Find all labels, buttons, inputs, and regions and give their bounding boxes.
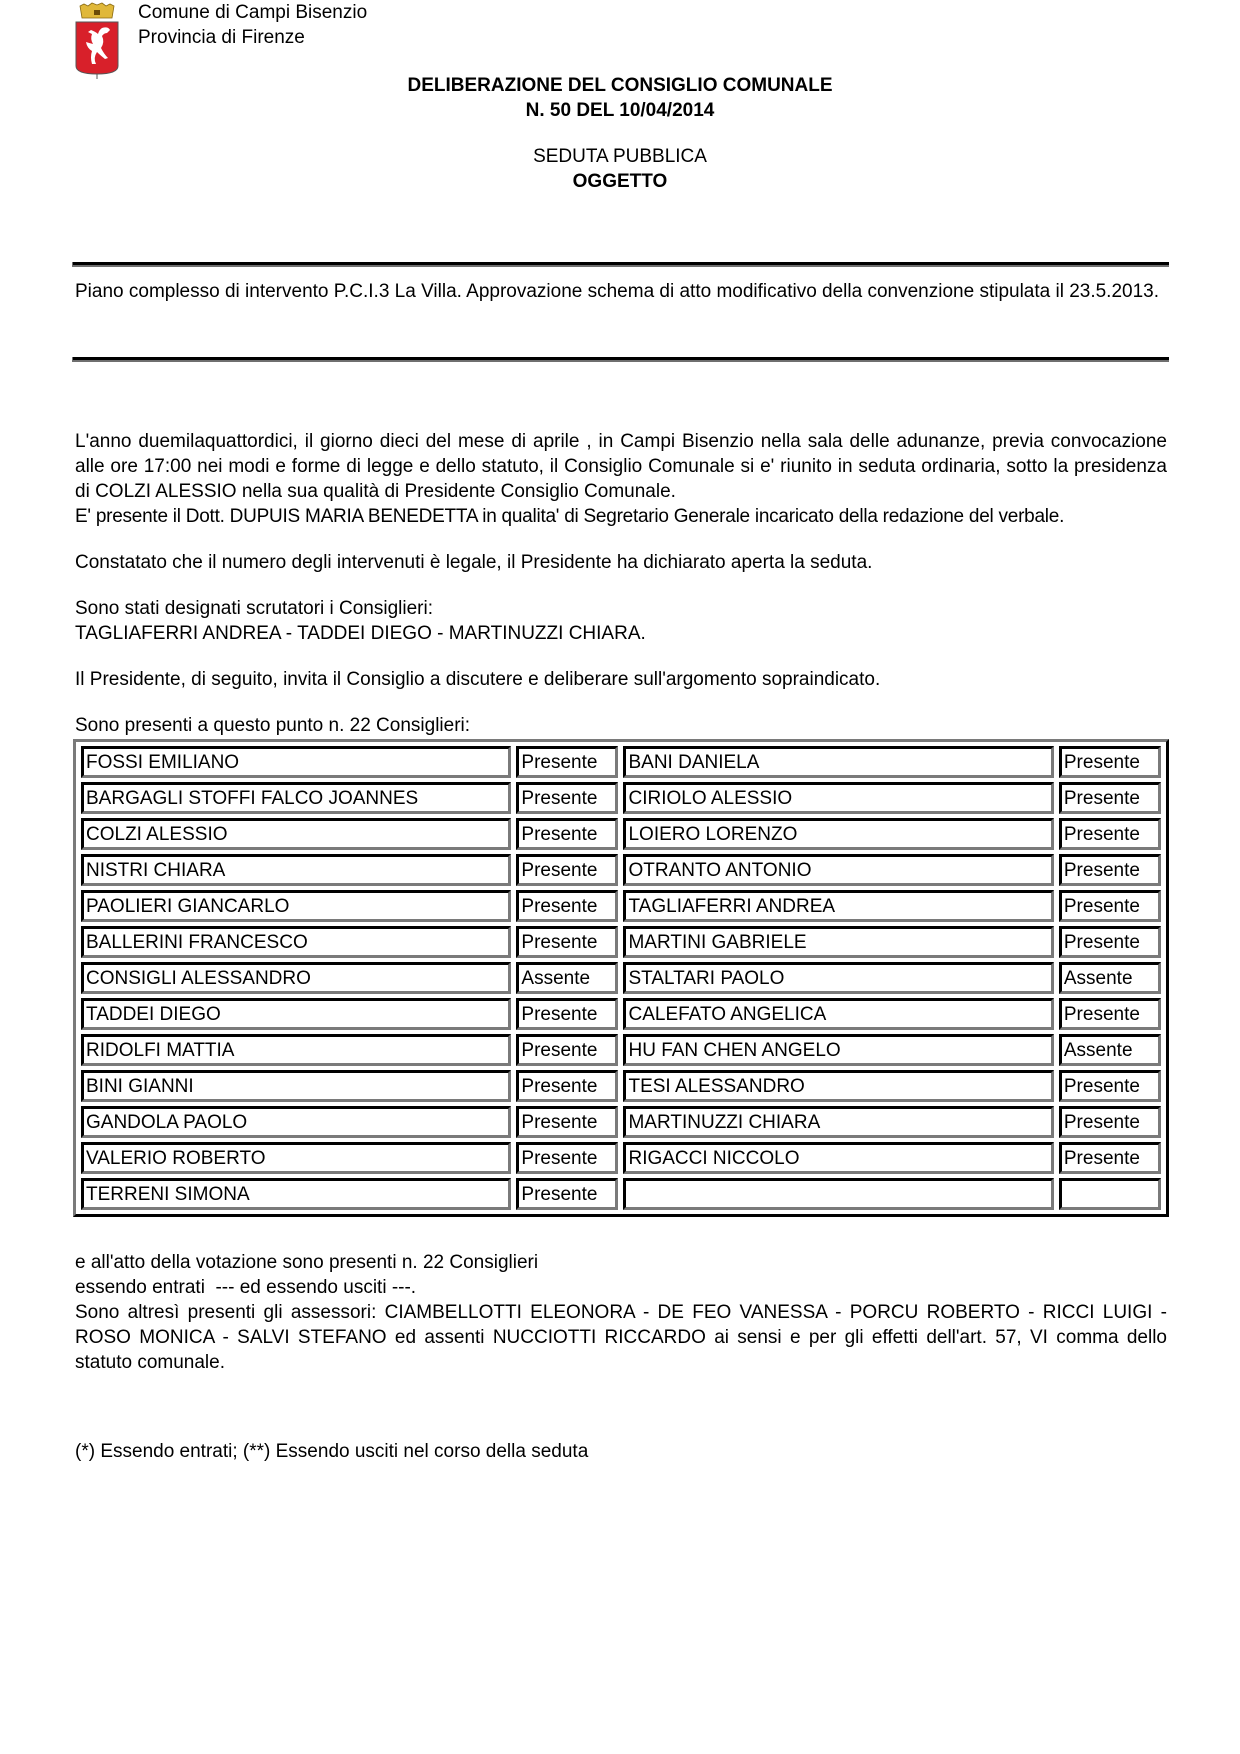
- attendance-status: Presente: [516, 782, 618, 814]
- scrutineers-label: Sono stati designati scrutatori i Consiglieri:: [75, 598, 434, 619]
- councillor-name: PAOLIERI GIANCARLO: [81, 890, 511, 922]
- vote-present-count: e all'atto della votazione sono presenti n. 22 Consiglieri: [75, 1252, 539, 1273]
- councillor-name: BALLERINI FRANCESCO: [81, 926, 511, 958]
- bottom-rule-divider: [72, 357, 1169, 362]
- councillor-name: TADDEI DIEGO: [81, 998, 511, 1030]
- attendance-status: Presente: [516, 1070, 618, 1102]
- deliberation-number: N. 50 DEL 10/04/2014: [525, 100, 715, 121]
- document-title: [0, 73, 1240, 123]
- entered-exited-note: essendo entrati --- ed essendo usciti ---.: [75, 1277, 417, 1298]
- table-row: [81, 746, 1161, 778]
- attendance-status: Assente: [1059, 1034, 1161, 1066]
- secretary-paragraph: E' presente il Dott. DUPUIS MARIA BENEDETTA in qualita' di Segretario Generale incaricato della redazione del verbale.: [75, 506, 1065, 527]
- table-row: [81, 1142, 1161, 1174]
- footnote: (*) Essendo entrati; (**) Essendo usciti nel corso della seduta: [75, 1441, 589, 1462]
- attendance-status: Assente: [516, 962, 618, 994]
- present-count-label: Sono presenti a questo punto n. 22 Consiglieri:: [75, 715, 471, 736]
- councillor-name: TERRENI SIMONA: [81, 1178, 511, 1210]
- attendance-status: Presente: [516, 926, 618, 958]
- attendance-status: Presente: [1059, 1070, 1161, 1102]
- councillor-name: BINI GIANNI: [81, 1070, 511, 1102]
- top-rule-divider: [72, 262, 1169, 267]
- councillor-name: OTRANTO ANTONIO: [623, 854, 1053, 886]
- councillor-name: BARGAGLI STOFFI FALCO JOANNES: [81, 782, 511, 814]
- councillor-name: BANI DANIELA: [623, 746, 1053, 778]
- attendance-status: Presente: [516, 998, 618, 1030]
- table-row: [81, 1106, 1161, 1138]
- attendance-status: Presente: [516, 890, 618, 922]
- table-row: [81, 818, 1161, 850]
- councillor-name: TAGLIAFERRI ANDREA: [623, 890, 1053, 922]
- table-row: [81, 854, 1161, 886]
- table-row: [81, 926, 1161, 958]
- councillor-name: MARTINI GABRIELE: [623, 926, 1053, 958]
- quorum-paragraph: Constatato che il numero degli intervenuti è legale, il Presidente ha dichiarato aperta la seduta.: [75, 552, 873, 573]
- attendance-status: Presente: [516, 1034, 618, 1066]
- attendance-status: Presente: [1059, 1142, 1161, 1174]
- table-row: [81, 1070, 1161, 1102]
- councillor-name: LOIERO LORENZO: [623, 818, 1053, 850]
- attendance-status: Presente: [1059, 854, 1161, 886]
- intro-paragraph: L'anno duemilaquattordici, il giorno dieci del mese di aprile , in Campi Bisenzio nella sala delle adunanze, previa convocazione alle ore 17:00 nei modi e forme di legge e dello statuto, il Consiglio Comunale si e' riunito in seduta ordinaria, sotto la presidenza di COLZI ALESSIO nella sua qualità di Presidente Consiglio Comunale.: [75, 431, 1167, 502]
- attendance-status: Assente: [1059, 962, 1161, 994]
- attendance-status: Presente: [516, 818, 618, 850]
- councillor-name: NISTRI CHIARA: [81, 854, 511, 886]
- attendance-status: Presente: [516, 1142, 618, 1174]
- invitation-paragraph: Il Presidente, di seguito, invita il Consiglio a discutere e deliberare sull'argomento sopraindicato.: [75, 669, 881, 690]
- attendance-status: Presente: [1059, 746, 1161, 778]
- councillor-name: CONSIGLI ALESSANDRO: [81, 962, 511, 994]
- councillor-name: TESI ALESSANDRO: [623, 1070, 1053, 1102]
- councillor-name: COLZI ALESSIO: [81, 818, 511, 850]
- table-row: [81, 1178, 1161, 1210]
- attendance-status: [1059, 1178, 1161, 1210]
- table-row: [81, 962, 1161, 994]
- councillor-name: FOSSI EMILIANO: [81, 746, 511, 778]
- councillor-name: GANDOLA PAOLO: [81, 1106, 511, 1138]
- attendance-status: Presente: [1059, 926, 1161, 958]
- table-row: [81, 998, 1161, 1030]
- attendance-status: Presente: [1059, 1106, 1161, 1138]
- councillor-name: [623, 1178, 1053, 1210]
- province-name: Provincia di Firenze: [138, 27, 305, 48]
- attendance-status: Presente: [1059, 998, 1161, 1030]
- subject-text: Piano complesso di intervento P.C.I.3 La Villa. Approvazione schema di atto modificativo della convenzione stipulata il 23.5.2013.: [75, 281, 1160, 302]
- attendance-status: Presente: [516, 746, 618, 778]
- session-block: [0, 144, 1240, 194]
- municipality-name: Comune di Campi Bisenzio: [138, 2, 368, 23]
- councillor-name: VALERIO ROBERTO: [81, 1142, 511, 1174]
- subject-label: OGGETTO: [572, 171, 668, 192]
- table-row: [81, 1034, 1161, 1066]
- attendance-table: [73, 739, 1169, 1217]
- table-row: [81, 782, 1161, 814]
- attendance-status: Presente: [1059, 818, 1161, 850]
- attendance-status: Presente: [516, 1178, 618, 1210]
- session-type: SEDUTA PUBBLICA: [533, 146, 707, 167]
- councillor-name: MARTINUZZI CHIARA: [623, 1106, 1053, 1138]
- councillor-name: HU FAN CHEN ANGELO: [623, 1034, 1053, 1066]
- councillor-name: CALEFATO ANGELICA: [623, 998, 1053, 1030]
- attendance-status: Presente: [516, 1106, 618, 1138]
- attendance-status: Presente: [516, 854, 618, 886]
- attendance-table-body: [81, 746, 1161, 1210]
- coat-of-arms-icon: [74, 2, 120, 80]
- document-title-line1: DELIBERAZIONE DEL CONSIGLIO COMUNALE: [407, 75, 833, 96]
- issuer-header: [138, 0, 367, 50]
- scrutineers-names: TAGLIAFERRI ANDREA - TADDEI DIEGO - MARTINUZZI CHIARA.: [75, 623, 646, 644]
- assessors-paragraph: Sono altresì presenti gli assessori: CIAMBELLOTTI ELEONORA - DE FEO VANESSA - PORCU ROBERTO - RICCI LUIGI - ROSO MONICA - SALVI STEFANO ed assenti NUCCIOTTI RICCARDO ai sensi e per gli effetti dell'art. 57, VI comma dello statuto comunale.: [75, 1302, 1167, 1373]
- councillor-name: STALTARI PAOLO: [623, 962, 1053, 994]
- councillor-name: CIRIOLO ALESSIO: [623, 782, 1053, 814]
- table-row: [81, 890, 1161, 922]
- attendance-status: Presente: [1059, 782, 1161, 814]
- councillor-name: RIDOLFI MATTIA: [81, 1034, 511, 1066]
- councillor-name: RIGACCI NICCOLO: [623, 1142, 1053, 1174]
- attendance-status: Presente: [1059, 890, 1161, 922]
